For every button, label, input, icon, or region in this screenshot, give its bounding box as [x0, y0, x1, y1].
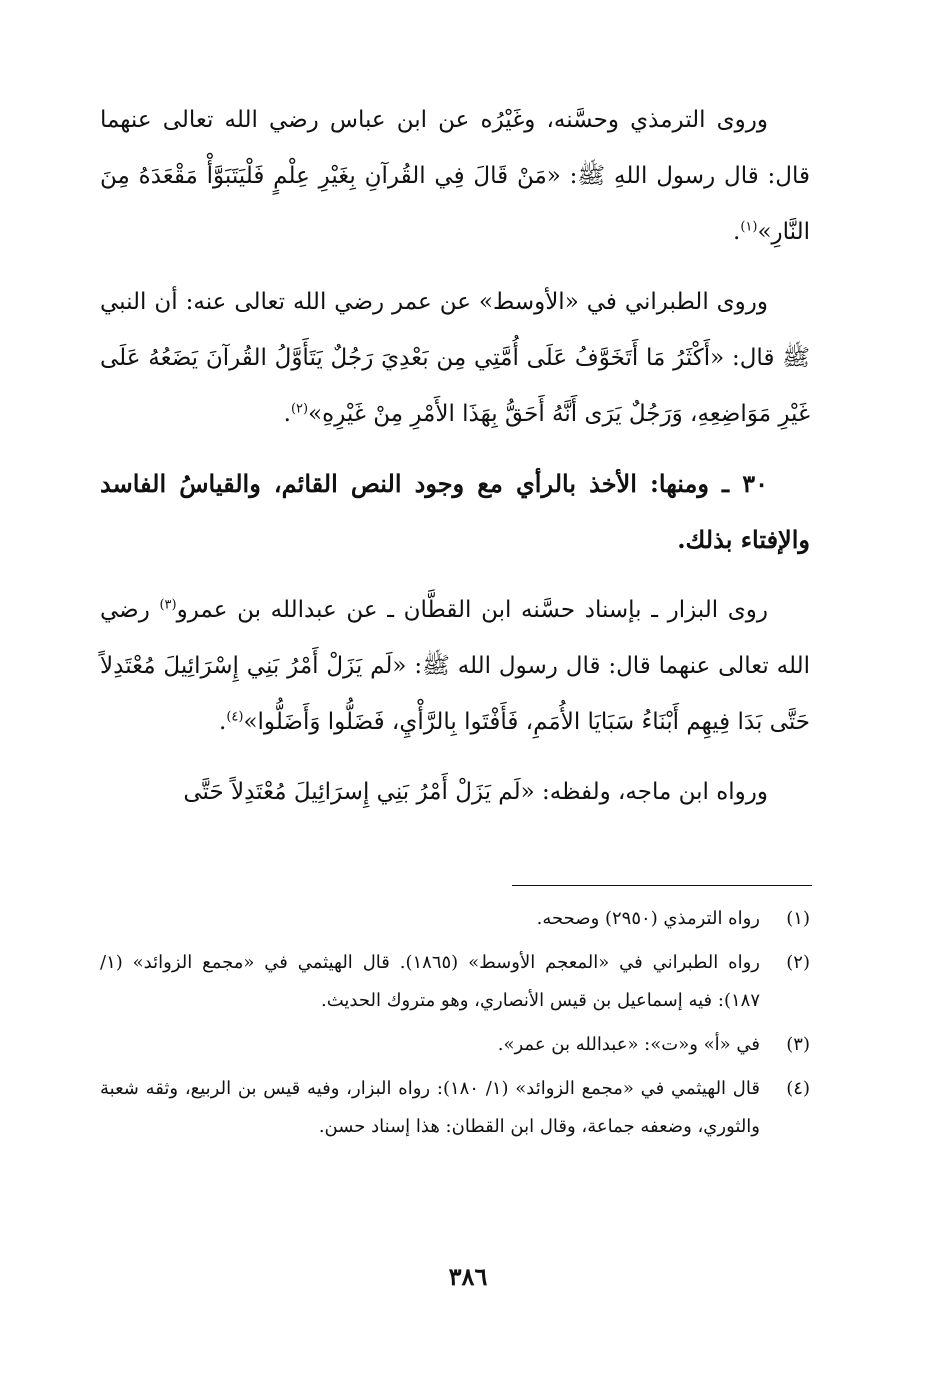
paragraph-1	[100, 92, 810, 260]
footnote-ref-2[interactable]: (٢)	[290, 401, 309, 417]
footnote-text: في «أ» و«ت»: «عبدالله بن عمر».	[497, 1034, 760, 1055]
paragraph-3-tail: .	[219, 709, 227, 735]
paragraph-3-after: رضي الله تعالى عنهما قال: قال رسول الله ﷺ: «لَم يَزَلْ أَمْرُ بَنِي إِسْرَائِيلَ مُعْتَدِلاً حَتَّى بَدَا فِيهِم أَبْنَاءُ سَبَايَا الأُمَمِ، فَأَفْتَوا بِالرَّأْيِ، فَضَلُّوا وَأَضَلُّوا»	[100, 597, 810, 735]
footnote-text: قال الهيثمي في «مجمع الزوائد» (١/ ١٨٠): رواه البزار، وفيه قيس بن الربيع، وثقه شعبة والثوري، وضعفه جماعة، وقال ابن القطان: هذا إسناد حسن.	[100, 1078, 760, 1137]
footnote-ref-3[interactable]: (٣)	[159, 597, 177, 613]
paragraph-3-before: روى البزار ـ بإسناد حسَّنه ابن القطَّان ـ عن عبدالله بن عمرو	[176, 597, 769, 623]
footnotes	[100, 900, 810, 1152]
page-number: ٣٨٦	[448, 1262, 488, 1291]
footnote-number: (٣)	[786, 1034, 810, 1055]
paragraph-1-tail: .	[733, 219, 741, 245]
footnote-1	[100, 900, 810, 938]
footnote-text: رواه الطبراني في «المعجم الأوسط» (١٨٦٥). قال الهيثمي في «مجمع الزوائد» (١/ ١٨٧): فيه إسماعيل بن قيس الأنصاري، وهو متروك الحديث.	[100, 952, 760, 1011]
footnote-3	[100, 1026, 810, 1064]
footnote-2	[100, 944, 810, 1020]
paragraph-1-text: وروى الترمذي وحسَّنه، وغَيْرُه عن ابن عباس رضي الله تعالى عنهما قال: قال رسول اللهِ ﷺ: «مَنْ قَالَ فِي القُرآنِ بِغَيْرِ عِلْمٍ فَلْيَتَبَوَّأْ مَقْعَدَهُ مِنَ النَّارِ»	[100, 107, 810, 245]
footnote-ref-1[interactable]: (١)	[740, 219, 758, 235]
paragraph-4: ورواه ابن ماجه، ولفظه: «لَم يَزَلْ أَمْرُ بَنِي إِسرَائِيلَ مُعْتَدِلاً حَتَّى	[183, 779, 768, 805]
footnote-text: رواه الترمذي (٢٩٥٠) وصححه.	[536, 908, 760, 929]
main-text	[100, 92, 810, 834]
footnote-ref-4[interactable]: (٤)	[226, 709, 244, 725]
paragraph-2-text: وروى الطبراني في «الأوسط» عن عمر رضي الله تعالى عنه: أن النبي ﷺ قال: «أَكْثَرُ مَا أَتَخَوَّفُ عَلَى أُمَّتِي مِن بَعْدِيَ رَجُلٌ يَتَأَوَّلُ القُرآنَ يَضَعُهُ عَلَى غَيْرِ مَوَاضِعِهِ، وَرَجُلٌ يَرَى أَنَّهُ أَحَقُّ بِهَذَا الأَمْرِ مِنْ غَيْرِهِ»	[100, 289, 810, 427]
footnote-number: (٤)	[786, 1078, 810, 1099]
section-heading: ٣٠ ـ ومنها: الأخذ بالرأي مع وجود النص القائم، والقياسُ الفاسد والإفتاء بذلك.	[100, 469, 810, 554]
paragraph-2-tail: .	[283, 401, 291, 427]
paragraph-2	[100, 274, 810, 442]
paragraph-3	[100, 582, 810, 750]
footnote-number: (١)	[786, 908, 810, 929]
footnote-4	[100, 1070, 810, 1146]
footnote-separator	[512, 885, 812, 886]
footnote-number: (٢)	[786, 952, 810, 973]
